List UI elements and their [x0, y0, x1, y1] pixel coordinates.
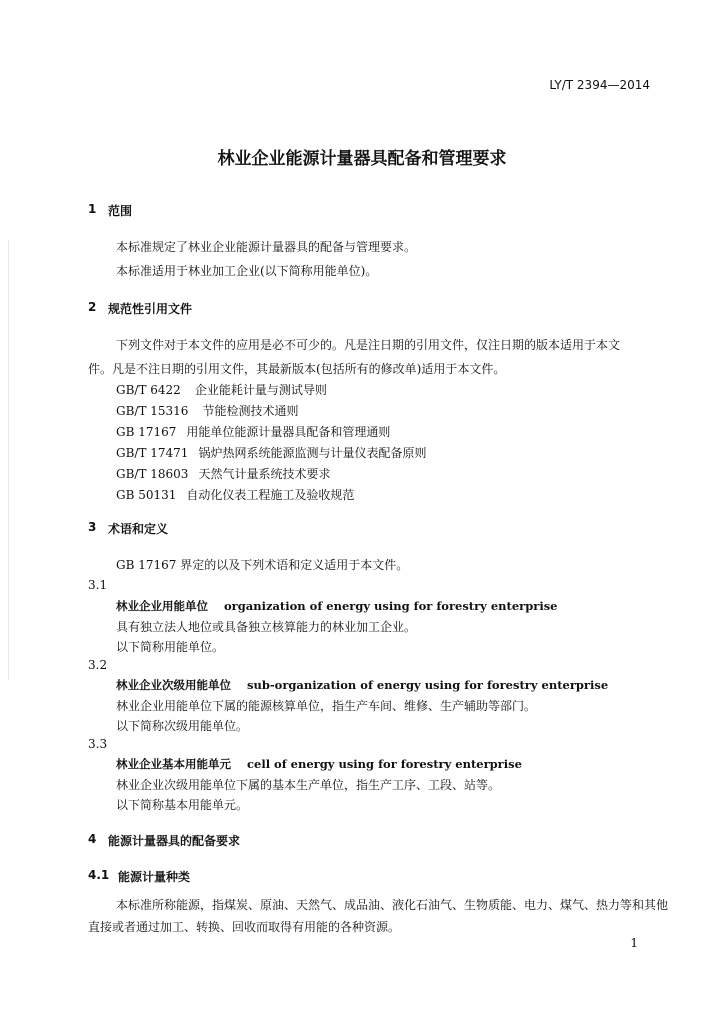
reference-name: 用能单位能源计量器具配备和管理通则 — [186, 425, 391, 439]
reference-name: 节能检测技术通则 — [202, 404, 299, 418]
reference-code: GB/T 18603 — [116, 467, 189, 481]
reference-code: GB 17167 — [116, 425, 177, 439]
section-2-intro-line: 件。凡是不注日期的引用文件，其最新版本(包括所有的修改单)适用于本文件。 — [88, 362, 506, 376]
term-english: sub-organization of energy using for forestry enterprise — [247, 678, 609, 692]
reference-code: GB/T 6422 — [116, 383, 181, 397]
term-heading — [116, 598, 558, 614]
subsection-number: 4.1 — [88, 868, 110, 882]
scan-edge-line — [8, 240, 9, 680]
reference-name: 天然气计量系统技术要求 — [198, 467, 331, 481]
term-heading — [116, 756, 522, 772]
term-note: 以下简称基本用能单元。 — [116, 798, 249, 812]
term-english: cell of energy using for forestry enterprise — [247, 757, 522, 771]
reference-name: 企业能耗计量与测试导则 — [194, 383, 327, 397]
section-1-title: 范围 — [108, 204, 133, 218]
section-3-number: 3 — [88, 520, 97, 534]
term-number: 3.1 — [88, 578, 108, 592]
term-note: 以下简称次级用能单位。 — [116, 719, 249, 733]
reference-code: GB 50131 — [116, 488, 177, 502]
section-4-number: 4 — [88, 832, 97, 846]
section-1-number: 1 — [88, 202, 97, 216]
page-number: 1 — [630, 936, 638, 950]
term-number: 3.2 — [88, 658, 108, 672]
document-title: 林业企业能源计量器具配备和管理要求 — [217, 149, 507, 169]
reference-code: GB/T 15316 — [116, 404, 189, 418]
section-4-paragraph-line: 本标准所称能源，指煤炭、原油、天然气、成品油、液化石油气、生物质能、电力、煤气、热力等和其他 — [116, 898, 669, 912]
section-4-paragraph-line: 直接或者通过加工、转换、回收而取得有用能的各种资源。 — [88, 920, 401, 934]
subsection-title: 能源计量种类 — [118, 870, 191, 884]
standard-number: LY/T 2394—2014 — [549, 78, 650, 92]
section-1-paragraph: 本标准规定了林业企业能源计量器具的配备与管理要求。 — [116, 240, 417, 254]
term-english: organization of energy using for forestry enterprise — [224, 599, 558, 613]
section-3-intro: GB 17167 界定的以及下列术语和定义适用于本文件。 — [116, 558, 409, 572]
term-number: 3.3 — [88, 737, 108, 751]
reference-item — [116, 423, 390, 440]
reference-name: 锅炉热网系统能源监测与计量仪表配备原则 — [198, 446, 427, 460]
reference-item — [116, 402, 298, 419]
term-note: 以下简称用能单位。 — [116, 640, 225, 654]
reference-code: GB/T 17471 — [116, 446, 189, 460]
term-chinese: 林业企业用能单位 — [116, 599, 208, 613]
section-1-paragraph: 本标准适用于林业加工企业(以下简称用能单位)。 — [116, 264, 378, 278]
reference-item — [116, 486, 354, 503]
reference-item — [116, 381, 327, 398]
section-2-number: 2 — [88, 300, 97, 314]
reference-item — [116, 444, 426, 461]
reference-name: 自动化仪表工程施工及验收规范 — [186, 488, 355, 502]
section-2-title: 规范性引用文件 — [108, 302, 193, 316]
section-3-title: 术语和定义 — [108, 522, 169, 536]
term-definition: 林业企业用能单位下属的能源核算单位，指生产车间、维修、生产辅助等部门。 — [116, 699, 537, 713]
term-chinese: 林业企业基本用能单元 — [116, 757, 231, 771]
section-4-title: 能源计量器具的配备要求 — [108, 834, 241, 848]
reference-item — [116, 465, 330, 482]
section-2-intro-line: 下列文件对于本文件的应用是必不可少的。凡是注日期的引用文件，仅注日期的版本适用于本文 — [116, 338, 621, 352]
term-definition: 具有独立法人地位或具备独立核算能力的林业加工企业。 — [116, 620, 417, 634]
term-heading — [116, 677, 608, 693]
term-definition: 林业企业次级用能单位下属的基本生产单位，指生产工序、工段、站等。 — [116, 778, 501, 792]
term-chinese: 林业企业次级用能单位 — [116, 678, 231, 692]
